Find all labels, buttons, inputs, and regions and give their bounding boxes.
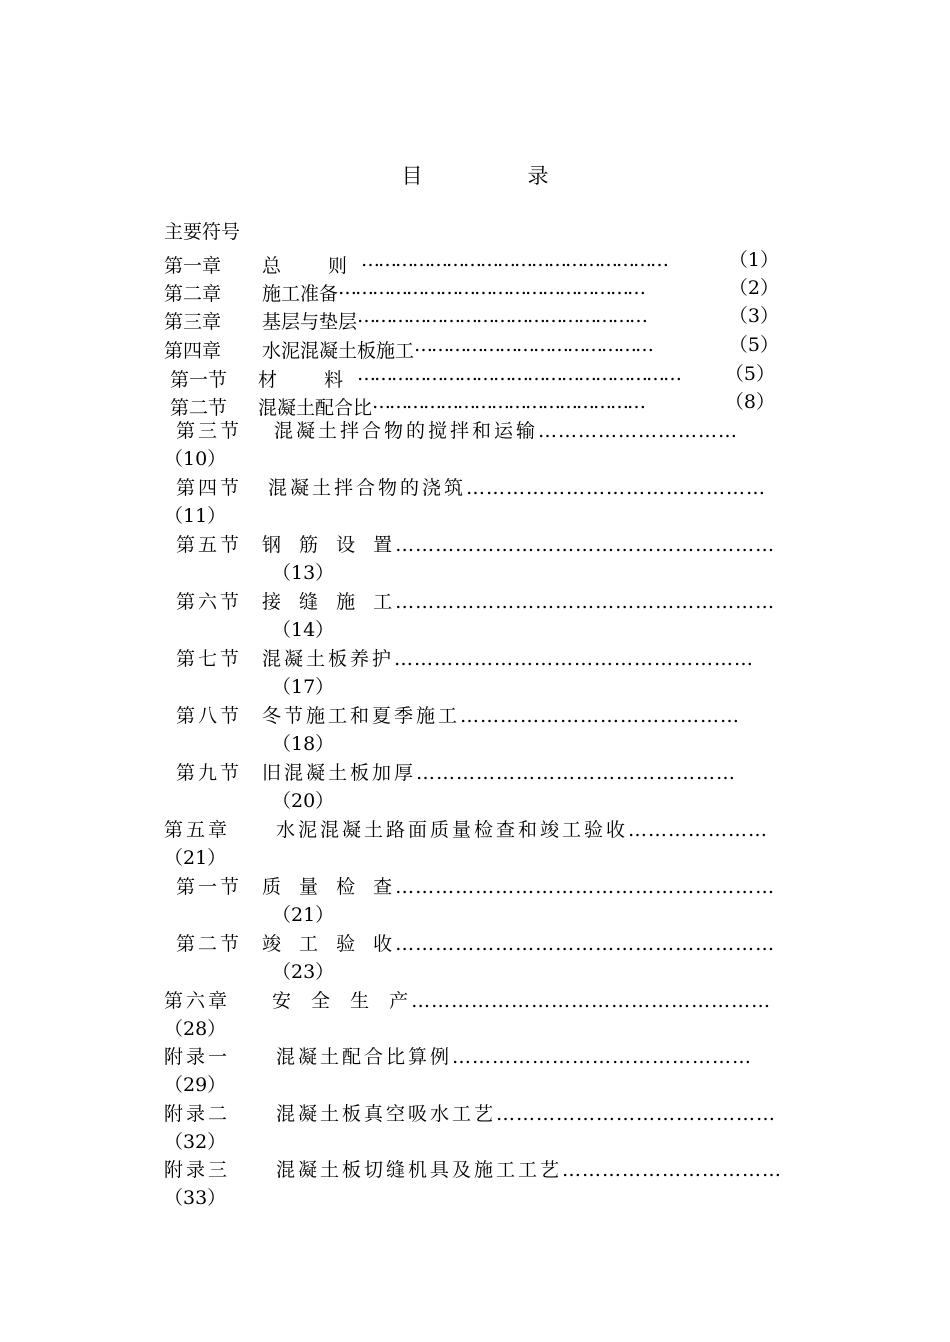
toc-line xyxy=(176,875,786,899)
toc-line xyxy=(170,390,775,420)
toc-line xyxy=(170,362,775,392)
toc-line xyxy=(164,276,779,306)
toc-dots: ……………………………………………… xyxy=(411,990,772,1012)
toc-label: 第四章 xyxy=(164,340,222,362)
toc-label: 第一节 xyxy=(176,876,243,898)
toc-dots: ………………………………………… xyxy=(372,391,645,413)
toc-line xyxy=(176,590,786,614)
toc-dots: ………………………………………………… xyxy=(395,591,776,613)
toc-dots: ……………………………………………… xyxy=(394,648,755,670)
toc-line xyxy=(164,304,779,334)
toc-dots: …………………………………… xyxy=(496,1103,777,1125)
toc-line xyxy=(164,818,784,842)
toc-name: 混凝土配合比 xyxy=(258,397,373,419)
toc-name: 安 全 生 产 xyxy=(272,990,412,1012)
toc-name: 冬节施工和夏季施工 xyxy=(262,705,461,727)
toc-dots: …………………………………………… xyxy=(357,305,647,327)
toc-line-symbols xyxy=(164,220,240,244)
toc-name: 混凝土拌合物的搅拌和运输 xyxy=(274,420,539,442)
toc-label: 第九节 xyxy=(176,762,243,784)
toc-label: 第三节 xyxy=(176,420,243,442)
toc-page: （29） xyxy=(164,1074,227,1096)
toc-label: 附录三 xyxy=(164,1159,231,1181)
toc-name: 水泥混凝土板施工 xyxy=(262,340,415,362)
toc-name: 施工准备 xyxy=(262,283,339,305)
toc-dots: ……………………………………… xyxy=(466,477,767,499)
toc-line xyxy=(164,1102,784,1126)
toc-page: （33） xyxy=(164,1187,227,1209)
toc-label: 第二节 xyxy=(176,933,243,955)
toc-line xyxy=(164,248,779,278)
toc-dots: ……………………………………… xyxy=(452,1046,753,1068)
toc-page: （23） xyxy=(272,961,335,983)
toc-label: 第八节 xyxy=(176,705,243,727)
toc-label: 附录一 xyxy=(164,1046,231,1068)
toc-dots: …………………………………… xyxy=(460,705,741,727)
toc-name: 基层与垫层 xyxy=(262,311,358,333)
toc-page: （3） xyxy=(728,305,779,327)
toc-dots: ………………………………………………… xyxy=(395,534,776,556)
toc-line xyxy=(164,1045,784,1069)
toc-label: 第六节 xyxy=(176,591,243,613)
toc-page: （5） xyxy=(728,334,779,356)
toc-dots: ……………………………………………… xyxy=(338,277,645,299)
toc-name: 旧混凝土板加厚 xyxy=(262,762,417,784)
toc-label: 第四节 xyxy=(176,477,243,499)
toc-page: （21） xyxy=(164,847,227,869)
toc-page: （20） xyxy=(272,790,335,812)
toc-dots: ………………………… xyxy=(538,420,739,442)
toc-line xyxy=(164,333,779,363)
toc-label: 第五章 xyxy=(164,819,231,841)
toc-line xyxy=(176,704,786,728)
toc-line xyxy=(176,533,786,557)
toc-dots: ………………………………………………… xyxy=(357,363,681,385)
toc-dots: …………………………………… xyxy=(414,334,653,356)
toc-name: 质 量 检 查 xyxy=(262,876,396,898)
toc-label: 第六章 xyxy=(164,990,231,1012)
toc-name: 混凝土配合比算例 xyxy=(276,1046,453,1068)
toc-line xyxy=(176,419,786,443)
toc-name: 水泥混凝土路面质量检查和竣工验收 xyxy=(276,819,629,841)
toc-line xyxy=(176,476,786,500)
toc-text: 主要符号 xyxy=(164,221,241,243)
toc-label: 第二章 xyxy=(164,283,222,305)
toc-label: 附录二 xyxy=(164,1103,231,1125)
toc-line xyxy=(176,932,786,956)
document-title: 目 录 xyxy=(401,164,591,188)
toc-page: （28） xyxy=(164,1018,227,1040)
toc-name: 混凝土拌合物的浇筑 xyxy=(268,477,467,499)
toc-dots: ………………… xyxy=(628,819,769,841)
toc-page: （21） xyxy=(272,904,335,926)
toc-label: 第七节 xyxy=(176,648,243,670)
toc-page: （18） xyxy=(272,733,335,755)
toc-name: 材 料 xyxy=(258,369,358,391)
toc-label: 第五节 xyxy=(176,534,243,556)
toc-dots: …………………………… xyxy=(562,1159,783,1181)
toc-page: （10） xyxy=(164,448,227,470)
toc-line xyxy=(176,647,786,671)
toc-page: （5） xyxy=(724,363,775,385)
toc-dots: ……………………………………………… xyxy=(361,249,668,271)
toc-name: 竣 工 验 收 xyxy=(262,933,396,955)
toc-label: 第三章 xyxy=(164,311,222,333)
toc-name: 接 缝 施 工 xyxy=(262,591,396,613)
toc-line xyxy=(176,761,786,785)
toc-page: （11） xyxy=(164,505,227,527)
toc-name: 混凝土板切缝机具及施工工艺 xyxy=(276,1159,563,1181)
toc-line xyxy=(164,989,784,1013)
toc-name: 混凝土板真空吸水工艺 xyxy=(276,1103,497,1125)
toc-page: （17） xyxy=(272,676,335,698)
toc-label: 第一节 xyxy=(170,369,228,391)
toc-page: （2） xyxy=(728,277,779,299)
toc-page: （13） xyxy=(272,562,335,584)
toc-name: 总 则 xyxy=(262,255,362,277)
toc-line xyxy=(164,1158,784,1182)
toc-page: （32） xyxy=(164,1131,227,1153)
toc-dots: ………………………………………………… xyxy=(395,876,776,898)
toc-name: 钢 筋 设 置 xyxy=(262,534,396,556)
toc-label: 第一章 xyxy=(164,255,222,277)
toc-dots: ………………………………………………… xyxy=(395,933,776,955)
toc-page: （14） xyxy=(272,619,335,641)
toc-dots: ………………………………………… xyxy=(416,762,737,784)
toc-page: （1） xyxy=(728,249,779,271)
toc-name: 混凝土板养护 xyxy=(262,648,395,670)
toc-label: 第二节 xyxy=(170,397,228,419)
toc-page: （8） xyxy=(724,391,775,413)
